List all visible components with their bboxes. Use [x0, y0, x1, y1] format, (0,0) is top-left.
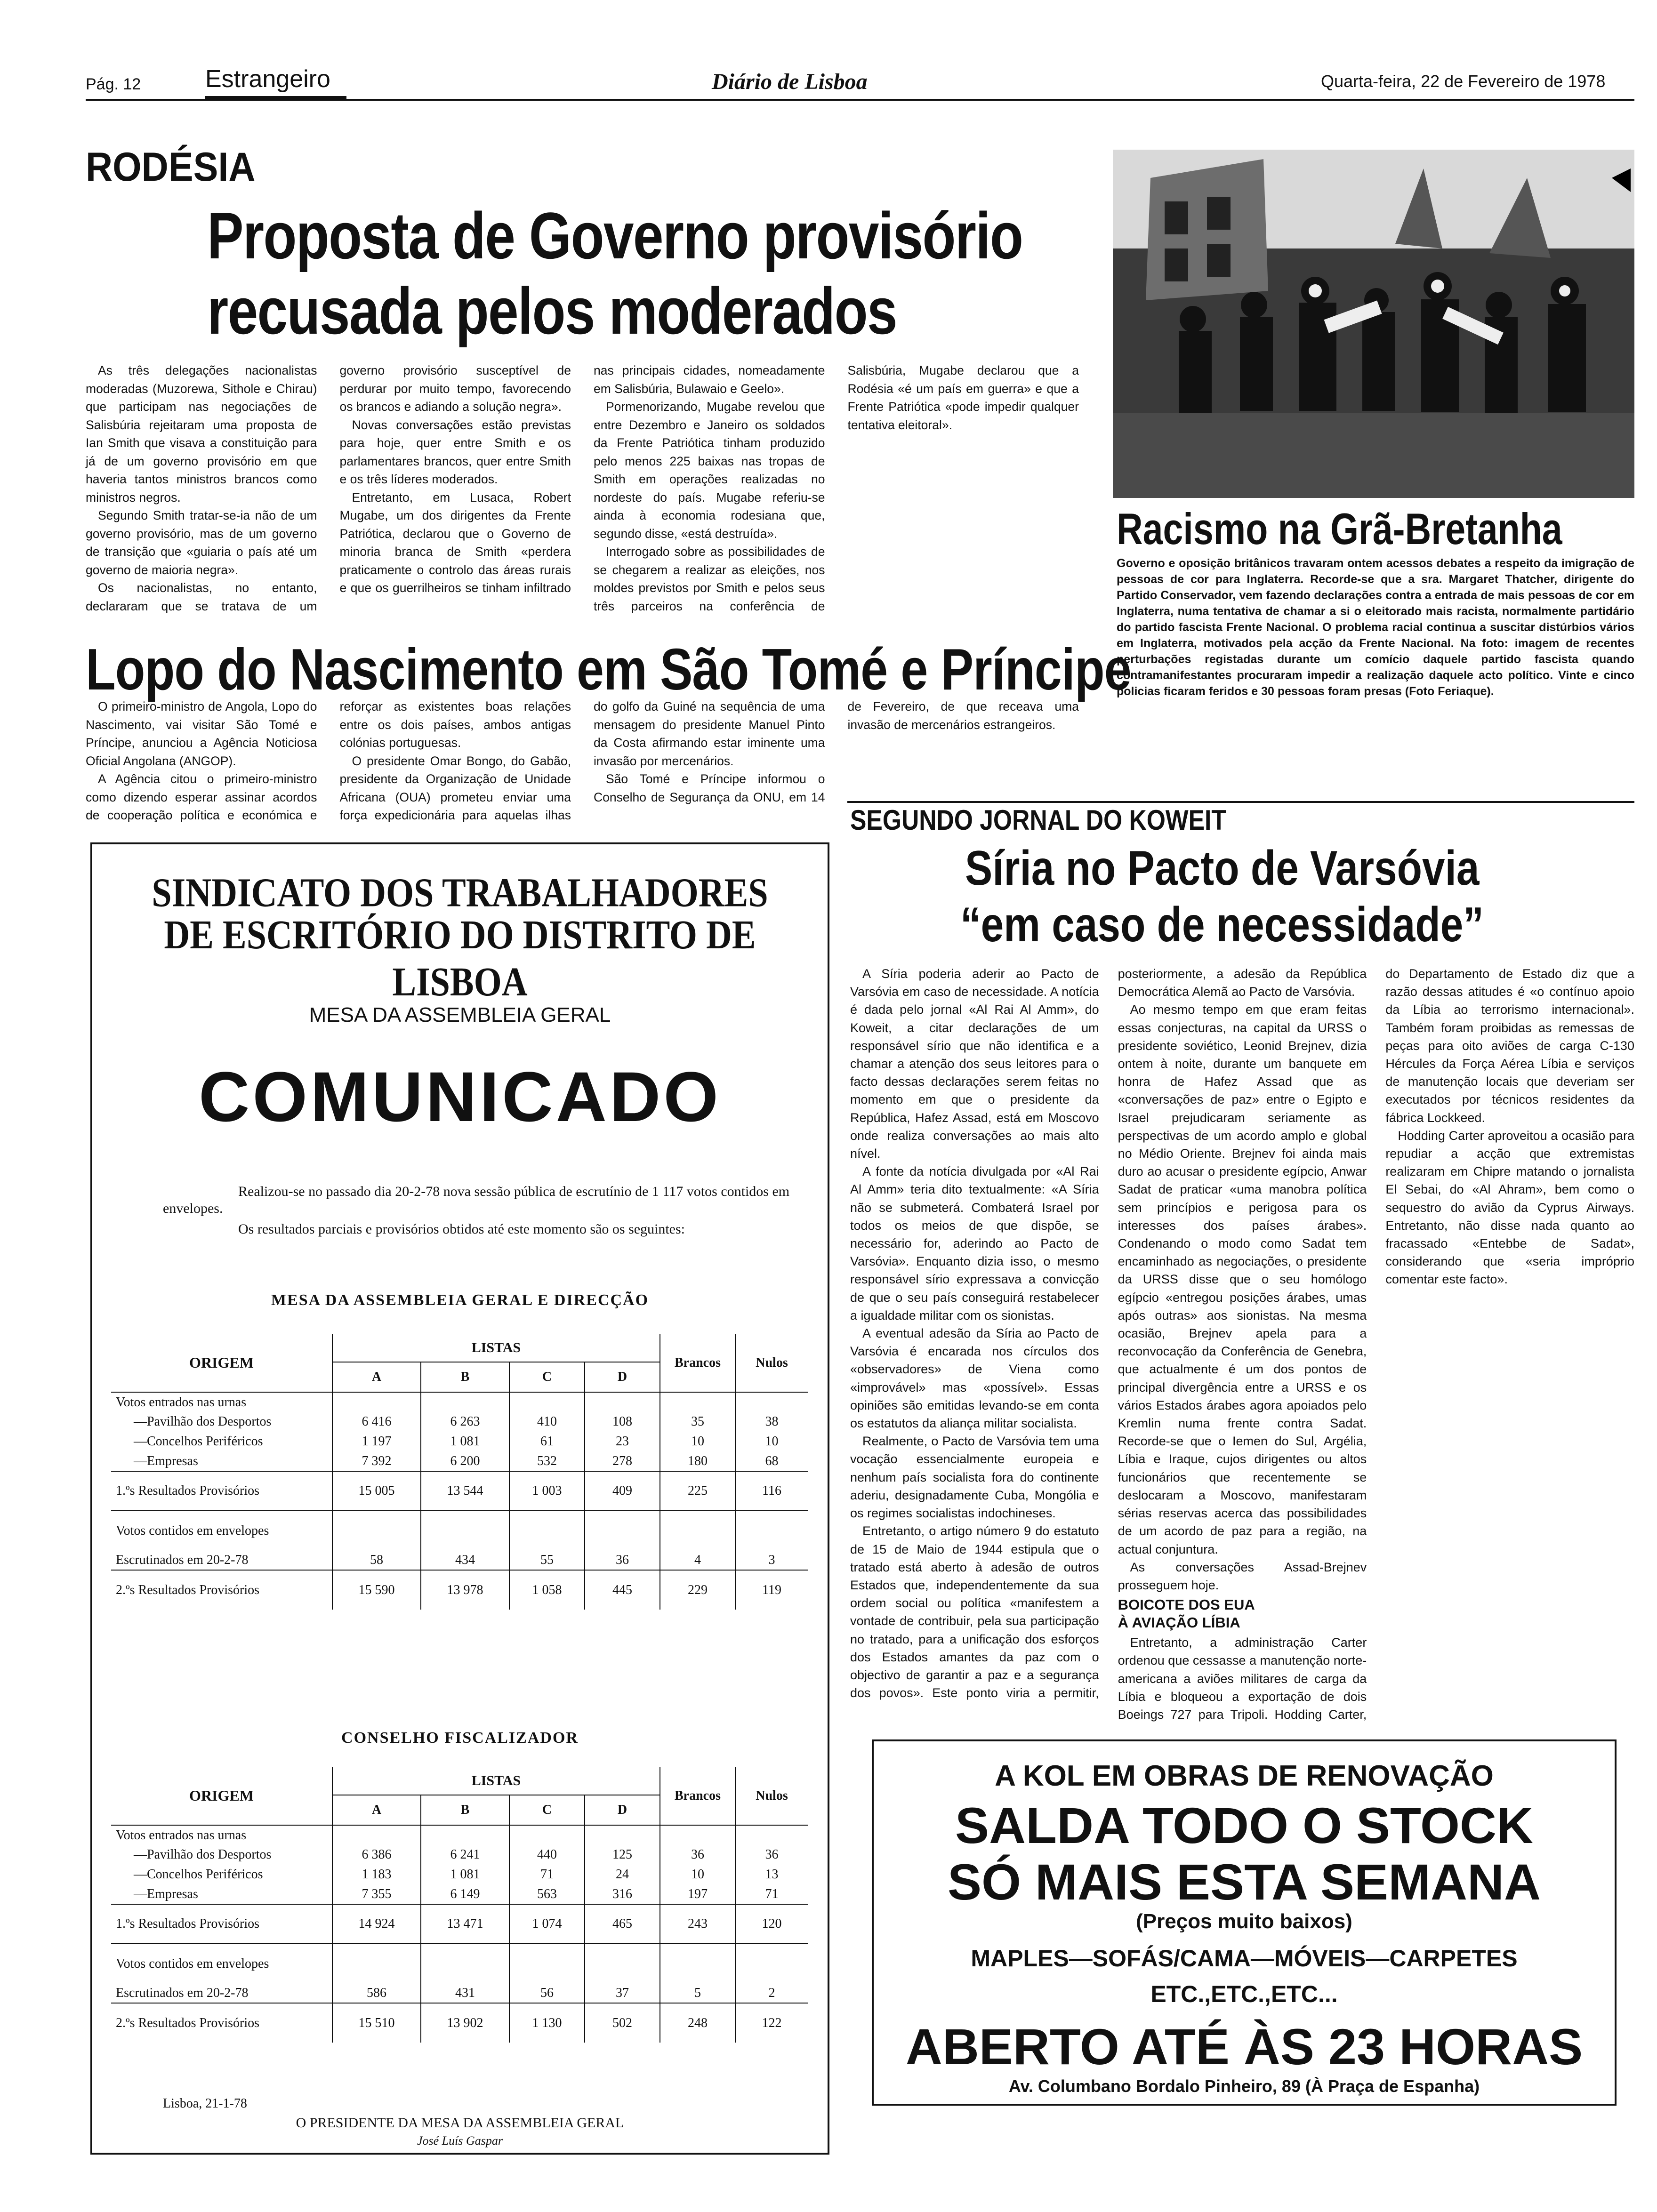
sindicato-place-date: Lisboa, 21-1-78: [163, 2096, 247, 2111]
siria-paragraph: Realmente, o Pacto de Varsóvia tem uma vocação essencialmente europeia e nenhum país socialista fora do continente aderiu, designadamente Cuba, Mongólia e os regimes socialistas indochineses.: [850, 1434, 1099, 1521]
table-cell: [660, 1944, 735, 1983]
siria-paragraph: A eventual adesão da Síria ao Pacto de Varsóvia é encarada nos círculos dos «observadores» de Viena como «improvável» mas «possível». Essas opiniões são emitidas levando-se em conta os estatutos da aliança militar socialista.: [850, 1326, 1099, 1431]
table-cell: 2: [735, 1983, 808, 2003]
rodesia-paragraph: Segundo Smith tratar-se-ia não de um governo provisório, mas de um governo de transição que «guiaria o país até um governo de maioria negra».: [86, 508, 317, 577]
table-cell: [509, 1392, 585, 1412]
table-cell: 108: [585, 1412, 660, 1432]
row-label: —Pavilhão dos Desportos: [134, 1847, 272, 1862]
table-row: [111, 1451, 808, 1471]
table-cell: [332, 1825, 421, 1845]
table-row: [111, 1884, 808, 1904]
table-row: [111, 1471, 808, 1511]
table-cell: 4: [660, 1550, 735, 1570]
table-cell: 6 263: [421, 1412, 509, 1432]
table-cell: [735, 1511, 808, 1550]
table-cell: 409: [585, 1471, 660, 1511]
ad-line-4: (Preços muito baixos): [1136, 1910, 1352, 1933]
table-row: [111, 1865, 808, 1884]
table-cell: 36: [735, 1845, 808, 1865]
table-cell: [735, 1944, 808, 1983]
siria-paragraph: Entretanto, o artigo número 9 do estatuto de 15 de Maio de 1944 estipula que o tratado está aberto à adesão de outros Estados que, independentemente da sua ordem social ou política «manifestem a vontade de contribuir, pela sua participação no tratado, para a unificação dos esforços dos Estados amantes da paz com o objectivo de garantir a paz e a segurança dos povos». Este ponto viria a permitir, posteriormente, a adesão da República Democrática Alemã ao Pacto de Varsóvia.: [850, 967, 1367, 1700]
col-listas: LISTAS: [332, 1334, 660, 1362]
table-cell: 122: [735, 2003, 808, 2043]
table1-title: MESA DA ASSEMBLEIA GERAL E DIRECÇÃO: [271, 1291, 649, 1309]
table-cell: [509, 1511, 585, 1550]
sindicato-notice: [90, 842, 829, 2155]
table-cell: [332, 1944, 421, 1983]
col-d: D: [585, 1362, 660, 1392]
signature-title: O PRESIDENTE DA MESA DA ASSEMBLEIA GERAL: [296, 2115, 624, 2131]
table-cell: 125: [585, 1845, 660, 1865]
table-cell: 1 058: [509, 1570, 585, 1610]
table-cell: 1 183: [332, 1865, 421, 1884]
row-label: —Empresas: [134, 1453, 198, 1468]
table-cell: 7 355: [332, 1884, 421, 1904]
signature-name: José Luís Gaspar: [417, 2134, 503, 2148]
masthead: Diário de Lisboa: [712, 69, 868, 94]
col-c: C: [509, 1362, 585, 1392]
row-label: —Concelhos Periféricos: [134, 1867, 263, 1882]
col-b: B: [421, 1795, 509, 1825]
table-cell: 10: [660, 1432, 735, 1451]
table-cell: 119: [735, 1570, 808, 1610]
ad-line-8: Av. Columbano Bordalo Pinheiro, 89 (À Praça de Espanha): [1008, 2076, 1480, 2096]
table-cell: 5: [660, 1983, 735, 2003]
table-cell: 563: [509, 1884, 585, 1904]
section-title: Estrangeiro: [205, 65, 330, 93]
racismo-headline: Racismo na Grã-Bretanha: [1117, 504, 1562, 553]
table-cell: [332, 1511, 421, 1550]
table-cell: 7 392: [332, 1451, 421, 1471]
results-table-2: [111, 1767, 808, 2043]
table-row: [111, 1550, 808, 1570]
col-origem: ORIGEM: [111, 1767, 332, 1825]
table-cell: 434: [421, 1550, 509, 1570]
header-rule: [86, 99, 1634, 101]
siria-paragraph: Ao mesmo tempo em que eram feitas essas conjecturas, na capital da URSS o presidente soviético, Leonid Brejnev, dizia ontem à noite, durante um banquete em honra de Hafez Assad que as «conversações de paz» entre o Egipto e Israel prejudicaram seriamente as perspectivas de um acordo amplo e global no Médio Oriente. Brejnev foi ainda mais duro ao acusar o presidente egípcio, Anwar Sadat de praticar «uma manobra política sem princípios e perigosa para os interesses dos países árabes». Condenando o modo como Sadat tem encaminhado as negociações, o presidente da URSS disse que o seu homólogo egípcio «entregou posições árabes, umas após outras» aos sionistas. Na mesma ocasião, Brejnev apela para a reconvocação da Conferência de Genebra, que actualmente é um dos pontos de principal divergência entre a URSS e os vários Estados árabes agora apoiados pelo Kremlin numa frente contra Sadat. Recorde-se que o Iemen do Sul, Argélia, Líbia e Iraque, cujos dirigentes ou altos funcionários que recentemente se deslocaram a Moscovo, manifestaram sérias reservas acerca das possibilidades de um acordo de paz para a região, na actual conjuntura.: [1118, 1002, 1367, 1556]
table-cell: [421, 1392, 509, 1412]
table-row: [111, 1845, 808, 1865]
siria-headline-2: “em caso de necessidade”: [960, 898, 1484, 952]
rodesia-headline-2: recusada pelos moderados: [207, 274, 897, 348]
table-cell: 10: [660, 1865, 735, 1884]
col-listas: LISTAS: [332, 1767, 660, 1795]
table-cell: 180: [660, 1451, 735, 1471]
table-cell: 586: [332, 1983, 421, 2003]
sindicato-subtitle: MESA DA ASSEMBLEIA GERAL: [309, 1003, 611, 1026]
siria-top-rule: [847, 801, 1634, 803]
siria-paragraph: A Síria poderia aderir ao Pacto de Varsóvia em caso de necessidade. A notícia é dada pelo jornal «Al Rai Al Amm», do Koweit, a citar declarações de um responsável sírio que não identifica e a chamar a atenção dos seus leitores para o facto dessas declarações serem feitas no momento em que o presidente da República, Hafez Assad, está em Moscovo onde realiza conversações ao mais alto nível.: [850, 967, 1099, 1161]
racismo-caption: Governo e oposição britânicos travaram ontem acessos debates a respeito da imigração de pessoas de cor para Inglaterra. Recorde-se que a sra. Margaret Thatcher, dirigente do Partido Conservador, vem fazendo declarações contra a entrada de mais pessoas de cor em Inglaterra, numa tentativa de chamar a si o eleitorado mais racista, normalmente partidário do partido fascista Frente Nacional. O problema racial continua a suscitar distúrbios vários em Inglaterra, motivados pela acção da Frente Nacional. Na foto: imagem de recentes perturbações registadas durante um comício daquele partido fascista quando contramanifestantes procuraram impedir a realização daquele acto político. Vinte e cinco policias ficaram feridos e 30 pessoas foram presas (Foto Feriaque).: [1117, 557, 1634, 698]
sindicato-intro-1: Realizou-se no passado dia 20-2-78 nova sessão pública de escrutínio de 1 117 votos contidos em envelopes.: [163, 1184, 790, 1216]
rodesia-paragraph: Os nacionalistas, no entanto, declararam que se tratava de um governo provisório susceptível de perdurar por muito tempo, favorecendo os brancos e adiando a solução negra».: [86, 363, 571, 613]
table-cell: 243: [660, 1904, 735, 1944]
table-cell: 502: [585, 2003, 660, 2043]
rodesia-headline-1: Proposta de Governo provisório: [207, 199, 1023, 272]
table-row: [111, 1511, 808, 1550]
table-row: [111, 2003, 808, 2043]
table-cell: 36: [660, 1845, 735, 1865]
table-cell: 13 471: [421, 1904, 509, 1944]
table-cell: [585, 1944, 660, 1983]
table-cell: 465: [585, 1904, 660, 1944]
table-cell: 35: [660, 1412, 735, 1432]
table-cell: 15 005: [332, 1471, 421, 1511]
table-cell: [585, 1511, 660, 1550]
table-cell: 120: [735, 1904, 808, 1944]
table-cell: [509, 1825, 585, 1845]
table-cell: [509, 1944, 585, 1983]
ad-line-5: MAPLES—SOFÁS/CAMA—MÓVEIS—CARPETES: [971, 1945, 1518, 1972]
table-cell: 6 149: [421, 1884, 509, 1904]
rodesia-kicker: RODÉSIA: [86, 144, 256, 190]
lopo-headline: Lopo do Nascimento em São Tomé e Príncipe: [86, 637, 1131, 702]
table-cell: 116: [735, 1471, 808, 1511]
table-cell: [660, 1392, 735, 1412]
table-cell: [660, 1511, 735, 1550]
table-cell: 58: [332, 1550, 421, 1570]
row-label: 2.ºs Resultados Provisórios: [111, 1570, 332, 1610]
sindicato-title-2: DE ESCRITÓRIO DO DISTRITO DE LISBOA: [164, 912, 756, 1005]
col-a: A: [332, 1795, 421, 1825]
results-table-1: [111, 1334, 808, 1610]
table-cell: 15 590: [332, 1570, 421, 1610]
issue-date: Quarta-feira, 22 de Fevereiro de 1978: [1321, 72, 1606, 91]
table-cell: 14 924: [332, 1904, 421, 1944]
table-cell: 1 130: [509, 2003, 585, 2043]
table-cell: 225: [660, 1471, 735, 1511]
table-cell: 68: [735, 1451, 808, 1471]
table-row: [111, 1570, 808, 1610]
row-label: Votos entrados nas urnas: [116, 1827, 247, 1843]
row-label: Votos entrados nas urnas: [116, 1395, 247, 1410]
row-label: Votos contidos em envelopes: [111, 1511, 332, 1550]
sindicato-comunicado: COMUNICADO: [199, 1057, 721, 1136]
col-c: C: [509, 1795, 585, 1825]
table-cell: 13 902: [421, 2003, 509, 2043]
page-number: Pág. 12: [86, 75, 141, 93]
siria-body: [850, 965, 1634, 1726]
siria-subhead-line-2: À AVIAÇÃO LÍBIA: [1118, 1614, 1240, 1631]
table-row: [111, 1904, 808, 1944]
table-cell: 1 003: [509, 1471, 585, 1511]
table-cell: 24: [585, 1865, 660, 1884]
table1-body: [111, 1392, 808, 1610]
table-row: [111, 1392, 808, 1412]
col-d: D: [585, 1795, 660, 1825]
table-cell: 248: [660, 2003, 735, 2043]
siria-subhead: [1118, 1596, 1367, 1632]
col-origem: ORIGEM: [111, 1334, 332, 1392]
lopo-paragraph: A Agência citou o primeiro-ministro como dizendo esperar assinar acordos de cooperação política e económica e reforçar as existentes boas relações entre os dois países, ambos antigas colónias portuguesas.: [86, 699, 571, 822]
table-cell: 197: [660, 1884, 735, 1904]
table-cell: [660, 1825, 735, 1845]
ad-line-2: SALDA TODO O STOCK: [955, 1797, 1534, 1854]
crowd-photo-illustration: [1113, 150, 1634, 498]
row-label: 1.ºs Resultados Provisórios: [111, 1471, 332, 1511]
lopo-paragraph: São Tomé e Príncipe informou o Conselho de Segurança da ONU, em 14 de Fevereiro, de que receava uma invasão de mercenários estrangeiros.: [594, 699, 1079, 804]
col-brancos: Brancos: [660, 1334, 735, 1392]
col-nulos: Nulos: [735, 1767, 808, 1825]
row-label: Escrutinados em 20-2-78: [116, 1552, 249, 1567]
siria-paragraph: A fonte da notícia divulgada por «Al Rai Al Amm» teria dito textualmente: «A Síria não se submeterá. Combaterá Israel por todos os meios de que dispõe, se necessário for, aderindo ao Pacto de Varsóvia». Enquanto dizia isso, o mesmo responsável sírio expressava a convicção de que o seu país conseguirá restabelecer a igualdade militar com os sionistas.: [850, 1164, 1099, 1322]
table-cell: 13: [735, 1865, 808, 1884]
row-label: —Empresas: [134, 1886, 198, 1901]
sindicato-intro-2: Os resultados parciais e provisórios obtidos até este momento são os seguintes:: [238, 1221, 685, 1237]
kol-advertisement: [872, 1739, 1617, 2106]
table-cell: 3: [735, 1550, 808, 1570]
table-cell: 71: [509, 1865, 585, 1884]
table-row: [111, 1432, 808, 1451]
table-cell: 71: [735, 1884, 808, 1904]
siria-paragraph: Entretanto, a administração Carter ordenou que cessasse a manutenção norte-americana a aviões militares de carga da Líbia e bloqueou a exportação de dois Boeings 727 para Tripoli. Hodding Carter, do Departamento de Estado diz que a razão dessas atitudes é «o contínuo apoio da Líbia ao terrorismo internacional». Também foram proibidas as remessas de peças para oito aviões de carga C-130 Hércules da Força Aérea Líbia e serviços de manutenção locais que deveriam ser executados por técnicos residentes da fábrica Lockkeed.: [1118, 967, 1634, 1722]
table2-body: [111, 1825, 808, 2043]
table-cell: 56: [509, 1983, 585, 2003]
ad-line-1: A KOL EM OBRAS DE RENOVAÇÃO: [995, 1760, 1494, 1792]
ad-line-7: ABERTO ATÉ ÀS 23 HORAS: [905, 2018, 1583, 2075]
table-cell: 6 416: [332, 1412, 421, 1432]
table-cell: [585, 1392, 660, 1412]
table-cell: 55: [509, 1550, 585, 1570]
table-cell: [421, 1944, 509, 1983]
table-cell: 1 081: [421, 1865, 509, 1884]
table-row: [111, 1412, 808, 1432]
table-cell: 316: [585, 1884, 660, 1904]
table-cell: 13 544: [421, 1471, 509, 1511]
siria-kicker: SEGUNDO JORNAL DO KOWEIT: [850, 804, 1226, 836]
table-cell: 6 200: [421, 1451, 509, 1471]
table-cell: 229: [660, 1570, 735, 1610]
table-cell: [735, 1392, 808, 1412]
rodesia-body: [86, 361, 1079, 625]
siria-subhead-line-1: BOICOTE DOS EUA: [1118, 1596, 1255, 1613]
table-cell: 440: [509, 1845, 585, 1865]
table-cell: 1 074: [509, 1904, 585, 1944]
siria-paragraph: Hodding Carter aproveitou a ocasião para repudiar a acção que extremistas realizaram em Chipre matando o jornalista El Sebai, do «Al Ahram», bem como o sequestro do avião da Cyprus Airways. Entretanto, não disse nada quanto ao fracassado «Entebbe de Sadat», considerando que «seria impróprio comentar este facto».: [1385, 1128, 1634, 1287]
table-cell: 1 081: [421, 1432, 509, 1451]
col-brancos: Brancos: [660, 1767, 735, 1825]
sindicato-title-1: SINDICATO DOS TRABALHADORES: [152, 870, 768, 916]
table-cell: 38: [735, 1412, 808, 1432]
table-cell: 15 510: [332, 2003, 421, 2043]
table-row: [111, 1983, 808, 2003]
table-cell: 1 197: [332, 1432, 421, 1451]
table-cell: [421, 1825, 509, 1845]
ad-line-3: SÓ MAIS ESTA SEMANA: [947, 1853, 1541, 1910]
rodesia-paragraph: Novas conversações estão previstas para hoje, quer entre Smith e os parlamentares brancos, quer entre Smith e os três líderes moderados.: [339, 417, 571, 486]
lopo-paragraph: O presidente Omar Bongo, do Gabão, presidente da Organização de Unidade Africana (OUA) prometeu enviar uma força expedicionária para aquelas ilhas do golfo da Guiné na sequência de uma mensagem do presidente Manuel Pinto da Costa afirmando estar iminente uma invasão por mercenários.: [339, 699, 825, 822]
table-cell: 10: [735, 1432, 808, 1451]
table-cell: 37: [585, 1983, 660, 2003]
rodesia-paragraph: As três delegações nacionalistas moderadas (Muzorewa, Sithole e Chirau) que participam nas negociações de Salisbúria rejeitaram uma proposta de Ian Smith que visava a constituição para já de um governo provisório em que haveria tantos ministros brancos como ministros negros.: [86, 363, 317, 505]
table-row: [111, 1825, 808, 1845]
rodesia-paragraph: Interrogado sobre as possibilidades de se chegarem a realizar as eleições, nos moldes previstos por Smith e pelos seus três parceiros na conferência de Salisbúria, Mugabe declarou que a Rodésia «é um país em guerra» e que a Frente Patriótica «pode impedir qualquer tentativa eleitoral».: [594, 363, 1079, 613]
row-label: 1.ºs Resultados Provisórios: [111, 1904, 332, 1944]
row-label: 2.ºs Resultados Provisórios: [111, 2003, 332, 2043]
row-label: Votos contidos em envelopes: [111, 1944, 332, 1983]
siria-paragraph: As conversações Assad-Brejnev prosseguem hoje.: [1118, 1560, 1367, 1592]
table-row: [111, 1944, 808, 1983]
table-cell: [332, 1392, 421, 1412]
rodesia-paragraph: Pormenorizando, Mugabe revelou que entre Dezembro e Janeiro os soldados da Frente Patriótica tinham produzido pelo menos 225 baixas nas tropas de Smith em operações realizadas no nordeste do país. Mugabe referiu-se ainda à economia rodesiana que, segundo disse, «está destruída».: [594, 400, 825, 541]
siria-headline-1: Síria no Pacto de Varsóvia: [965, 841, 1480, 896]
table-cell: [421, 1511, 509, 1550]
racismo-photo: [1113, 150, 1634, 498]
table-cell: [585, 1825, 660, 1845]
lopo-paragraph: O primeiro-ministro de Angola, Lopo do Nascimento, vai visitar São Tomé e Príncipe, anunciou a Agência Noticiosa Oficial Angolana (ANGOP).: [86, 699, 317, 768]
table-cell: 532: [509, 1451, 585, 1471]
rodesia-paragraph: Entretanto, em Lusaca, Robert Mugabe, um dos dirigentes da Frente Patriótica, declarou que o Governo de minoria branca de Smith «perdera praticamente o controlo das áreas rurais e que os guerrilheiros se tinham infiltrado nas principais cidades, nomeadamente em Salisbúria, Bulawaio e Geelo».: [339, 363, 825, 595]
row-label: Escrutinados em 20-2-78: [116, 1985, 249, 2000]
table-cell: 410: [509, 1412, 585, 1432]
table-cell: 445: [585, 1570, 660, 1610]
row-label: —Concelhos Periféricos: [134, 1434, 263, 1449]
table-cell: 61: [509, 1432, 585, 1451]
col-b: B: [421, 1362, 509, 1392]
table-cell: [735, 1825, 808, 1845]
table-cell: 278: [585, 1451, 660, 1471]
table-cell: 6 241: [421, 1845, 509, 1865]
table-cell: 431: [421, 1983, 509, 2003]
col-nulos: Nulos: [735, 1334, 808, 1392]
table-cell: 23: [585, 1432, 660, 1451]
table-cell: 36: [585, 1550, 660, 1570]
table-cell: 13 978: [421, 1570, 509, 1610]
col-a: A: [332, 1362, 421, 1392]
ad-line-6: ETC.,ETC.,ETC...: [1150, 1981, 1338, 2007]
row-label: —Pavilhão dos Desportos: [134, 1414, 272, 1429]
table-cell: 6 386: [332, 1845, 421, 1865]
table2-title: CONSELHO FISCALIZADOR: [341, 1729, 579, 1747]
